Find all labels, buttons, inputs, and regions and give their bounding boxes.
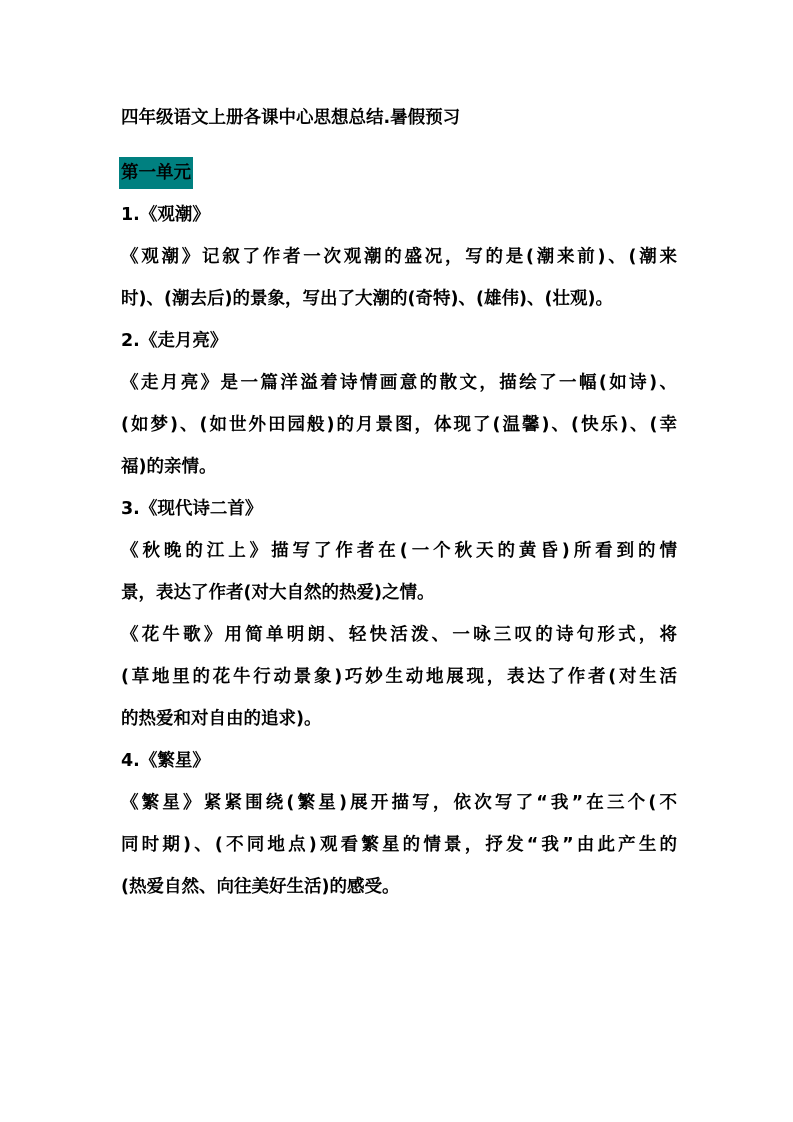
lesson-heading: 3.《现代诗二首》	[121, 499, 263, 519]
paragraph-line: (如梦)、(如世外田园般)的月景图，体现了(温馨)、(快乐)、(幸	[121, 415, 677, 435]
paragraph-line: 景，表达了作者(对大自然的热爱)之情。	[121, 583, 435, 603]
paragraph-line: 《花牛歌》用简单明朗、轻快活泼、一咏三叹的诗句形式，将	[121, 625, 677, 645]
document-title: 四年级语文上册各课中心思想总结.暑假预习	[121, 108, 461, 128]
lesson-heading: 1.《观潮》	[121, 205, 210, 225]
paragraph-line: 的热爱和对自由的追求)。	[121, 709, 322, 729]
paragraph-line: 福)的亲情。	[121, 457, 217, 477]
paragraph-line: 《走月亮》是一篇洋溢着诗情画意的散文，描绘了一幅(如诗)、	[121, 373, 677, 393]
unit-heading: 第一单元	[119, 157, 193, 189]
paragraph-line: 《观潮》记叙了作者一次观潮的盛况，写的是(潮来前)、(潮来	[121, 247, 677, 267]
lesson-heading: 4.《繁星》	[121, 751, 210, 771]
lesson-heading: 2.《走月亮》	[121, 331, 228, 351]
paragraph-line: 《繁星》紧紧围绕(繁星)展开描写，依次写了“我”在三个(不	[121, 793, 677, 813]
paragraph-line: 同时期)、(不同地点)观看繁星的情景，抒发“我”由此产生的	[121, 835, 677, 855]
document-body	[121, 194, 677, 908]
paragraph-line: 《秋晚的江上》描写了作者在(一个秋天的黄昏)所看到的情	[121, 541, 677, 561]
paragraph-line: 时)、(潮去后)的景象，写出了大潮的(奇特)、(雄伟)、(壮观)。	[121, 289, 613, 309]
paragraph-line: (草地里的花牛行动景象)巧妙生动地展现，表达了作者(对生活	[121, 667, 677, 687]
paragraph-line: (热爱自然、向往美好生活)的感受。	[121, 877, 400, 897]
